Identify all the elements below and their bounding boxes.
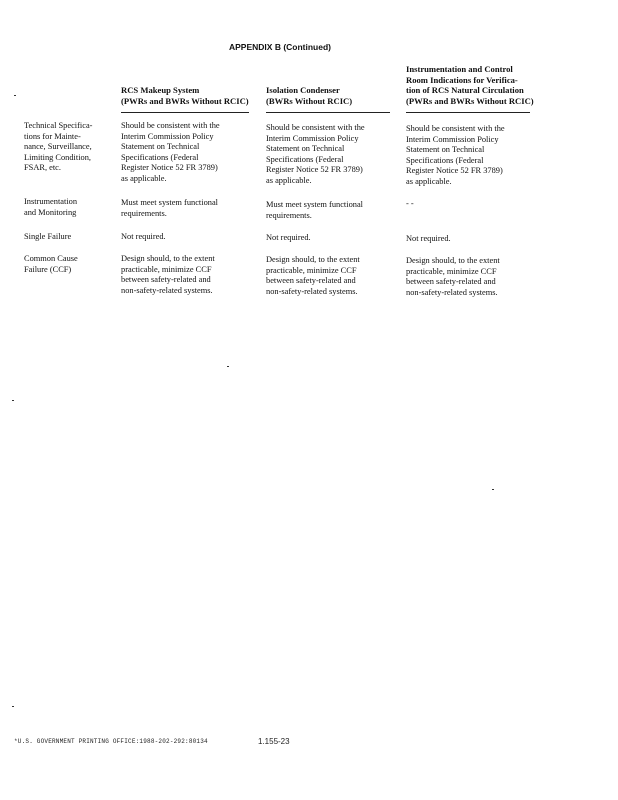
column-header-line: (BWRs Without RCIC) [266, 95, 353, 106]
column-header-line: (PWRs and BWRs Without RCIC) [121, 95, 249, 106]
cell-line: Specifications (Federal [266, 154, 344, 164]
cell-line: Should be consistent with the [406, 124, 505, 133]
cell-line: Design should, to the extent [121, 254, 215, 263]
row-label-technical-specifications [24, 121, 114, 174]
cell-line: Specifications (Federal [406, 155, 484, 165]
cell-line: Specifications (Federal [121, 152, 199, 162]
column-header-rule [406, 112, 530, 113]
column-header-line: (PWRs and BWRs Without RCIC) [406, 95, 534, 106]
row-label-line: Failure (CCF) [24, 264, 72, 274]
scan-speck [12, 706, 14, 707]
cell-line: - - [406, 199, 414, 208]
cell-tech-spec-instrumentation [406, 124, 536, 188]
cell-line: non-safety-related systems. [266, 286, 358, 296]
cell-line: Statement on Technical [406, 145, 485, 155]
cell-line: Not required. [121, 232, 166, 241]
cell-line: Not required. [406, 234, 451, 243]
column-header-rule [121, 112, 249, 113]
cell-line: between safety-related and [406, 277, 496, 287]
row-label-line: Single Failure [24, 232, 72, 241]
column-header-line: Isolation Condenser [266, 85, 340, 95]
cell-line: Should be consistent with the [266, 123, 365, 132]
cell-tech-spec-rcs-makeup [121, 121, 259, 185]
page-number: 1.155-23 [258, 737, 290, 746]
column-header-line: RCS Makeup System [121, 85, 200, 95]
cell-line: practicable, minimize CCF [121, 264, 212, 274]
cell-ccf-instrumentation [406, 256, 536, 298]
cell-line: Must meet system functional [266, 200, 363, 209]
cell-line: Should be consistent with the [121, 121, 220, 130]
cell-ccf-isolation-condenser [266, 255, 396, 297]
cell-monitoring-rcs-makeup [121, 198, 259, 219]
row-label-line: tions for Mainte- [24, 131, 81, 141]
row-label-line: Technical Specifica- [24, 121, 93, 130]
cell-line: Statement on Technical [266, 144, 345, 154]
column-header-line: Room Indications for Verifica- [406, 74, 518, 85]
cell-monitoring-isolation-condenser [266, 200, 396, 221]
cell-line: Register Notice 52 FR 3789) [266, 165, 363, 175]
row-label-line: nance, Surveillance, [24, 142, 92, 152]
cell-line: Must meet system functional [121, 198, 218, 207]
row-label-line: FSAR, etc. [24, 163, 61, 173]
row-label-instrumentation-monitoring [24, 197, 114, 218]
cell-line: between safety-related and [121, 275, 211, 285]
column-header-line: tion of RCS Natural Circulation [406, 85, 524, 95]
cell-line: as applicable. [406, 176, 452, 186]
cell-line: practicable, minimize CCF [266, 265, 357, 275]
cell-monitoring-instrumentation [406, 199, 536, 210]
row-label-common-cause-failure [24, 254, 114, 275]
cell-line: Register Notice 52 FR 3789) [121, 163, 218, 173]
cell-line: Design should, to the extent [266, 255, 360, 264]
cell-line: non-safety-related systems. [121, 285, 213, 295]
scan-speck [492, 489, 494, 490]
scan-speck [12, 400, 14, 401]
cell-line: Register Notice 52 FR 3789) [406, 166, 503, 176]
row-label-line: Limiting Condition, [24, 152, 92, 162]
scan-speck [227, 366, 229, 367]
cell-line: Interim Commission Policy [266, 133, 359, 143]
cell-line: as applicable. [121, 173, 167, 183]
column-header-line: Instrumentation and Control [406, 64, 513, 74]
cell-single-failure-rcs-makeup [121, 232, 259, 243]
cell-tech-spec-isolation-condenser [266, 123, 396, 187]
cell-line: non-safety-related systems. [406, 287, 498, 297]
cell-line: Design should, to the extent [406, 256, 500, 265]
cell-single-failure-instrumentation [406, 234, 536, 245]
cell-line: between safety-related and [266, 276, 356, 286]
column-header-instrumentation [406, 64, 556, 106]
scan-speck [14, 95, 16, 96]
row-label-line: Instrumentation [24, 197, 78, 206]
printing-office-line: *U.S. GOVERNMENT PRINTING OFFICE:1988-202-292:80134 [14, 738, 208, 745]
column-header-isolation-condenser [266, 85, 396, 106]
cell-single-failure-isolation-condenser [266, 233, 396, 244]
column-header-rcs-makeup [121, 85, 271, 106]
cell-line: Interim Commission Policy [121, 131, 214, 141]
cell-line: Not required. [266, 233, 311, 242]
cell-line: as applicable. [266, 175, 312, 185]
cell-line: practicable, minimize CCF [406, 266, 497, 276]
cell-line: requirements. [121, 208, 167, 218]
column-header-rule [266, 112, 390, 113]
cell-line: Interim Commission Policy [406, 134, 499, 144]
cell-ccf-rcs-makeup [121, 254, 259, 296]
row-label-single-failure [24, 232, 114, 243]
row-label-line: Common Cause [24, 254, 78, 263]
cell-line: requirements. [266, 210, 312, 220]
row-label-line: and Monitoring [24, 207, 77, 217]
cell-line: Statement on Technical [121, 142, 200, 152]
page-title: APPENDIX B (Continued) [229, 42, 331, 52]
